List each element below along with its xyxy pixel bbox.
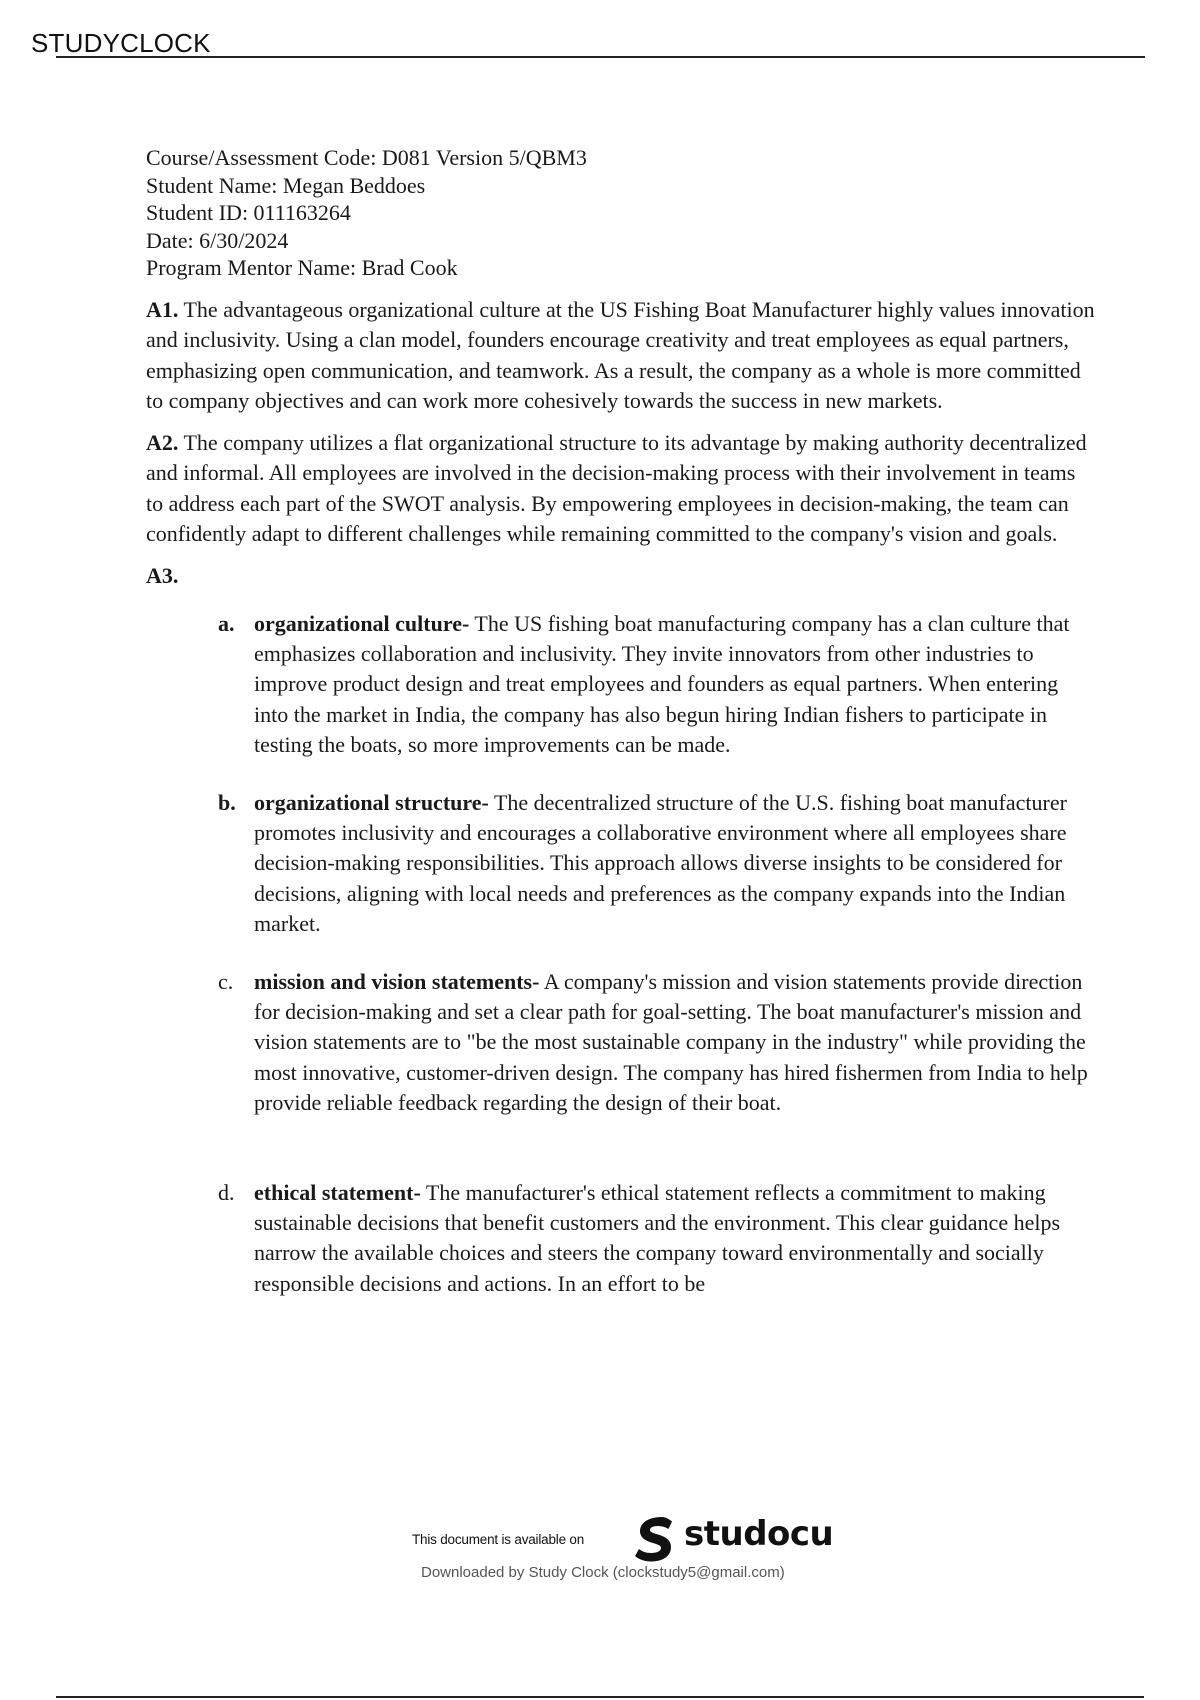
list-item-title: organizational culture-	[254, 610, 470, 636]
header-brand: STUDYCLOCK	[31, 28, 211, 58]
list-item	[146, 609, 1096, 760]
section-a3-heading: A3.	[146, 562, 179, 588]
list-item-marker: a.	[218, 610, 235, 636]
submission-date: Date: 6/30/2024	[146, 227, 289, 253]
section-a2	[146, 428, 1096, 550]
section-a3-list	[146, 609, 1096, 1299]
bottom-rule	[56, 1696, 1144, 1698]
section-a1-label: A1.	[146, 296, 179, 322]
availability-notice: This document is available on	[412, 1532, 585, 1547]
list-item-text: The manufacturer's ethical statement reflects a commitment to making sustainable decisions that benefit customers and the environment. This clear guidance helps narrow the available choices and steers the company toward environmentally and socially responsible decisions and actions. In an effort to be	[254, 1180, 1061, 1296]
list-item-marker: d.	[218, 1180, 235, 1206]
header-rule	[56, 56, 1145, 58]
list-item-marker: c.	[218, 969, 234, 994]
list-item	[146, 967, 1096, 1118]
section-a2-label: A2.	[146, 429, 179, 455]
studocu-footer	[0, 1512, 1200, 1582]
section-a1	[146, 295, 1096, 417]
section-a2-text: The company utilizes a flat organizational structure to its advantage by making authority decentralized and informal. All employees are involved in the decision-making process with their involvement in teams to address each part of the SWOT analysis. By empowering employees in decision-making, the team can confidently adapt to different challenges while remaining committed to the company's vision and goals.	[146, 429, 1087, 547]
list-item-marker: b.	[218, 789, 236, 815]
document-body	[146, 144, 1096, 1299]
student-info-block	[146, 144, 1096, 282]
list-item-text: The decentralized structure of the U.S. fishing boat manufacturer promotes inclusivity and encourages a collaborative environment where all employees share decision-making responsibilities. This approach allows diverse insights to be considered for decisions, aligning with local needs and preferences as the company expands into the Indian market.	[254, 789, 1067, 936]
studocu-logo-icon[interactable]	[632, 1514, 678, 1564]
list-item-title: ethical statement-	[254, 1180, 421, 1206]
list-item	[146, 1178, 1096, 1299]
studocu-wordmark[interactable]: studocu	[684, 1514, 834, 1554]
course-code: Course/Assessment Code: D081 Version 5/QBM3	[146, 145, 587, 170]
mentor-name: Program Mentor Name: Brad Cook	[146, 255, 458, 281]
list-item-title: mission and vision statements-	[254, 969, 540, 994]
student-name: Student Name: Megan Beddoes	[146, 172, 426, 198]
list-item-text: A company's mission and vision statements provide direction for decision-making and set a clear path for goal-setting. The boat manufacturer's mission and vision statements are to "be the most sustainable company in the industry" while providing the most innovative, customer-driven design. The company has hired fishermen from India to help provide reliable feedback regarding the design of their boat.	[254, 969, 1088, 1115]
section-a1-text: The advantageous organizational culture at the US Fishing Boat Manufacturer highly values innovation and inclusivity. Using a clan model, founders encourage creativity and treat employees as equal partners, emphasizing open communication, and teamwork. As a result, the company as a whole is more committed to company objectives and can work more cohesively towards the success in new markets.	[146, 296, 1095, 414]
student-id: Student ID: 011163264	[146, 200, 351, 226]
download-notice: Downloaded by Study Clock (clockstudy5@gmail.com)	[421, 1564, 785, 1581]
page-header	[31, 28, 1145, 58]
list-item-text: The US fishing boat manufacturing company has a clan culture that emphasizes collaboration and inclusivity. They invite innovators from other industries to improve product design and treat employees and founders as equal partners. When entering into the market in India, the company has also begun hiring Indian fishers to participate in testing the boats, so more improvements can be made.	[254, 610, 1070, 757]
list-item-title: organizational structure-	[254, 789, 489, 815]
list-item	[146, 788, 1096, 939]
